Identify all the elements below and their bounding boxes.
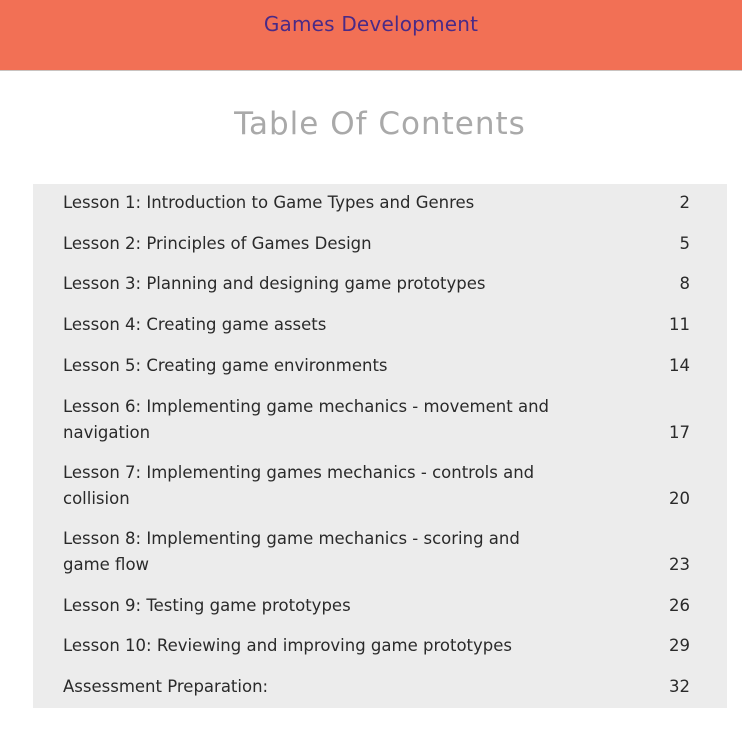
toc-entry-page: 17	[669, 423, 690, 442]
toc-entry-page: 2	[679, 193, 690, 212]
toc-entry-lesson-10[interactable]	[63, 633, 690, 659]
toc-entry-label: Lesson 2: Principles of Games Design	[63, 234, 372, 253]
toc-entry-label: Lesson 6: Implementing game mechanics - movement and navigation	[63, 397, 550, 442]
toc-entry-lesson-2[interactable]	[63, 231, 690, 257]
header-bar	[0, 0, 742, 71]
toc-entry-label: Lesson 3: Planning and designing game prototypes	[63, 274, 486, 293]
toc-entry-lesson-7[interactable]	[63, 460, 690, 512]
toc-entry-page: 5	[679, 234, 690, 253]
table-of-contents	[33, 184, 727, 708]
header-title: Games Development	[263, 12, 479, 36]
toc-entry-page: 23	[669, 555, 690, 574]
toc-entry-label: Assessment Preparation:	[63, 677, 269, 696]
toc-entry-page: 26	[669, 596, 690, 615]
toc-entry-label: Lesson 7: Implementing games mechanics - controls and collision	[63, 463, 535, 508]
toc-entry-lesson-6[interactable]	[63, 394, 690, 446]
toc-entry-lesson-5[interactable]	[63, 353, 690, 379]
toc-entry-lesson-9[interactable]	[63, 593, 690, 619]
page-title: Table Of Contents	[234, 106, 526, 142]
toc-entry-page: 20	[669, 489, 690, 508]
toc-entry-page: 8	[679, 274, 690, 293]
toc-entry-label: Lesson 1: Introduction to Game Types and Genres	[63, 193, 475, 212]
toc-entry-lesson-3[interactable]	[63, 271, 690, 297]
toc-entry-label: Lesson 5: Creating game environments	[63, 356, 388, 375]
toc-entry-label: Lesson 8: Implementing game mechanics - scoring and game flow	[63, 529, 520, 574]
toc-entry-lesson-1[interactable]	[63, 190, 690, 216]
toc-entry-page: 32	[669, 677, 690, 696]
toc-entry-label: Lesson 9: Testing game prototypes	[63, 596, 351, 615]
toc-entry-lesson-8[interactable]	[63, 526, 690, 578]
toc-entry-lesson-4[interactable]	[63, 312, 690, 338]
toc-entry-label: Lesson 10: Reviewing and improving game prototypes	[63, 636, 512, 655]
toc-entry-page: 14	[669, 356, 690, 375]
toc-entry-page: 11	[669, 315, 690, 334]
toc-entry-label: Lesson 4: Creating game assets	[63, 315, 327, 334]
toc-entry-page: 29	[669, 636, 690, 655]
toc-entry-assessment[interactable]	[63, 674, 690, 700]
